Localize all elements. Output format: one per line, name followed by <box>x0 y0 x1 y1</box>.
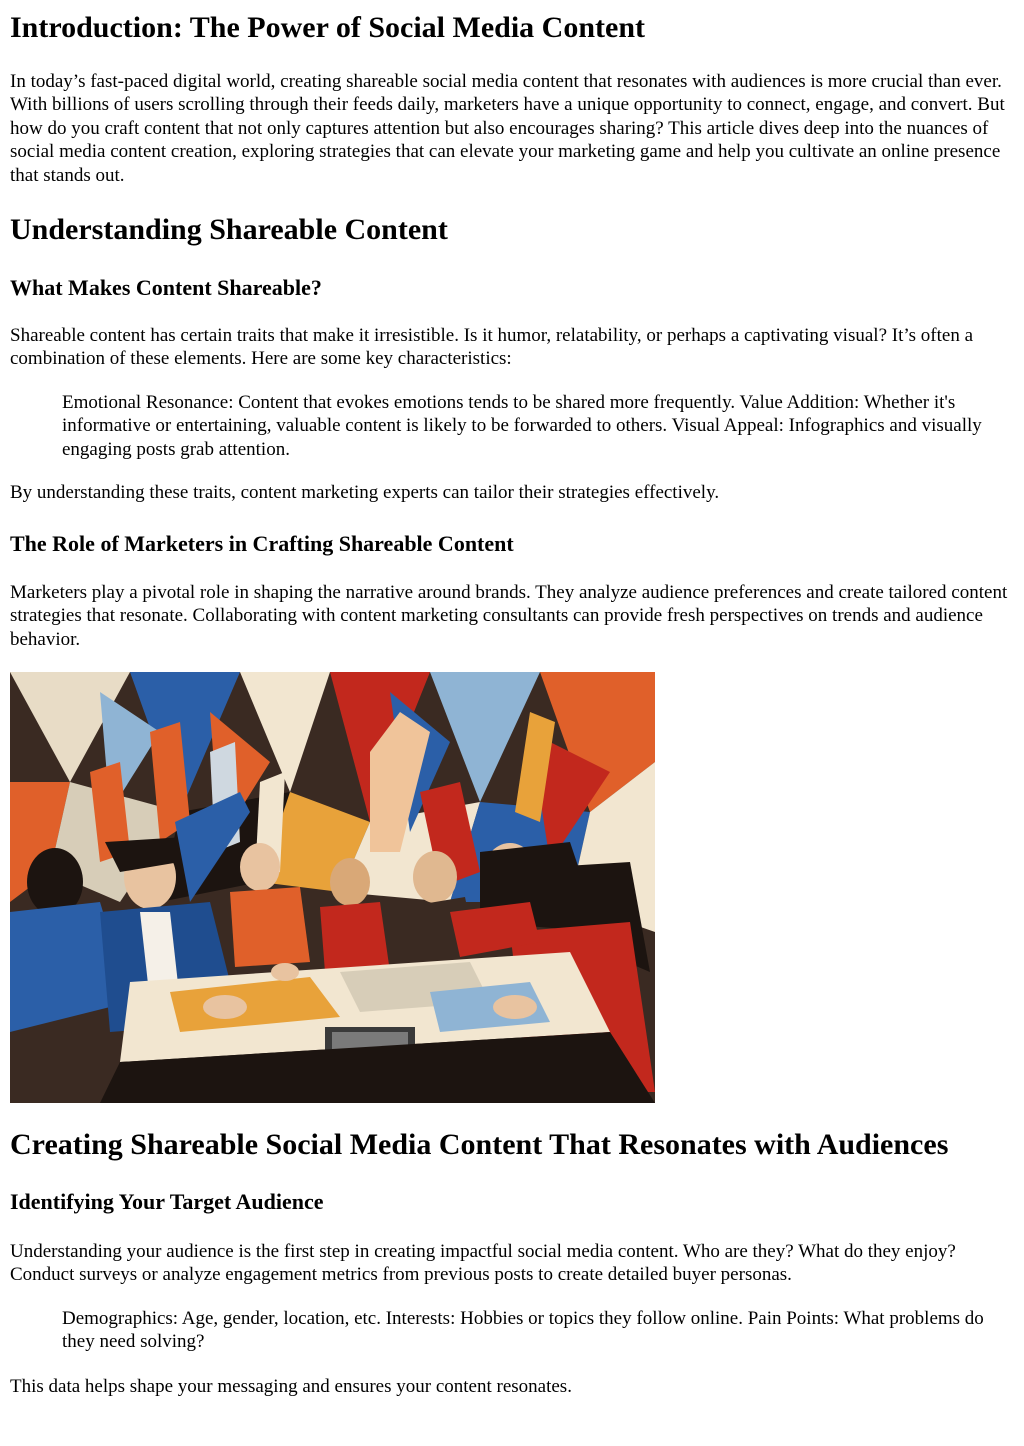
cubist-meeting-artwork <box>10 672 655 1103</box>
identifying-heading: Identifying Your Target Audience <box>10 1189 324 1214</box>
traits-blockquote: Emotional Resonance: Content that evokes emotions tends to be shared more frequently. Value Addition: Whether it's informative or entertaining, valuable content is likely to be forwarded to others. Visual Appeal: Infographics and visually engaging posts grab attention. <box>62 392 982 460</box>
intro-paragraph: In today’s fast-paced digital world, creating shareable social media content that resonates with audiences is more crucial than ever. With billions of users scrolling through their feeds daily, marketers have a unique opportunity to connect, engage, and convert. But how do you craft content that not only captures attention but also encourages sharing? This article dives deep into the nuances of social media content creation, exploring strategies that can elevate your marketing game and help you cultivate an online presence that stands out. <box>10 71 1005 186</box>
audience-details-blockquote: Demographics: Age, gender, location, etc. Interests: Hobbies or topics they follow online. Pain Points: What problems do they need solving? <box>62 1308 984 1353</box>
audience-closing-paragraph: This data helps shape your messaging and ensures your content resonates. <box>10 1376 572 1397</box>
what-makes-heading: What Makes Content Shareable? <box>10 275 322 300</box>
shareable-paragraph: Shareable content has certain traits that make it irresistible. Is it humor, relatability, or perhaps a captivating visual? It’s often a combination of these elements. Here are some key characteristics: <box>10 325 973 370</box>
intro-heading: Introduction: The Power of Social Media Content <box>10 11 645 44</box>
article-illustration <box>10 672 655 1103</box>
role-heading: The Role of Marketers in Crafting Shareable Content <box>10 531 514 556</box>
role-paragraph: Marketers play a pivotal role in shaping the narrative around brands. They analyze audience preferences and create tailored content strategies that resonate. Collaborating with content marketing consultants can provide fresh perspectives on trends and audience behavior. <box>10 582 1008 650</box>
creating-heading: Creating Shareable Social Media Content That Resonates with Audiences <box>10 1128 949 1161</box>
understanding-heading: Understanding Shareable Content <box>10 213 448 246</box>
traits-closing-paragraph: By understanding these traits, content marketing experts can tailor their strategies effectively. <box>10 482 720 503</box>
audience-paragraph: Understanding your audience is the first step in creating impactful social media content. Who are they? What do they enjoy? Conduct surveys or analyze engagement metrics from previous posts to create detailed buyer personas. <box>10 1241 956 1286</box>
